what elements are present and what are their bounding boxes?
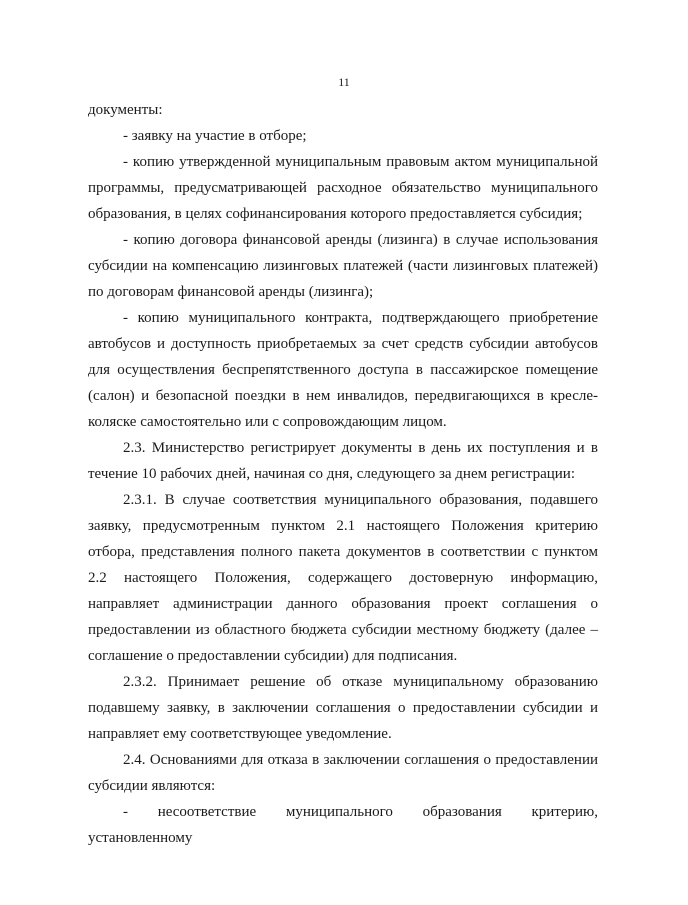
paragraph-leasing-contract: - копию договора финансовой аренды (лизинга) в случае использования субсидии на компенсацию лизинговых платежей (части лизинговых платежей) по договорам финансовой аренды (лизинга); (88, 232, 598, 300)
paragraph-2-3-1: 2.3.1. В случае соответствия муниципального образования, подавшего заявку, предусмотренным пунктом 2.1 настоящего Положения критерию отбора, представления полного пакета документов в соответствии с пунктом 2.2 настоящего Положения, содержащего достоверную информацию, направляет администрации данного образования проект соглашения о предоставлении из областного бюджета субсидии местному бюджету (далее – соглашение о предоставлении субсидии) для подписания. (88, 492, 598, 664)
paragraph-application: - заявку на участие в отборе; (123, 128, 307, 144)
document-body (88, 97, 598, 846)
paragraph-2-3-2: 2.3.2. Принимает решение об отказе муниципальному образованию подавшему заявку, в заключении соглашения о предоставлении субсидии и направляет ему соответствующее уведомление. (88, 674, 598, 742)
paragraph-municipal-program: - копию утвержденной муниципальным правовым актом муниципальной программы, предусматривающей расходное обязательство муниципального образования, в целях софинансирования которого предоставляется субсидия; (88, 154, 598, 222)
paragraph-2-4: 2.4. Основаниями для отказа в заключении соглашения о предоставлении субсидии являются: (88, 752, 598, 794)
paragraph-municipal-contract: - копию муниципального контракта, подтверждающего приобретение автобусов и доступность приобретаемых за счет средств субсидии автобусов для осуществления беспрепятственного доступа в пассажирское помещение (салон) и безопасной поездки в нем инвалидов, передвигающихся в кресле-коляске самостоятельно или с сопровождающим лицом. (88, 310, 598, 430)
paragraph-2-3: 2.3. Министерство регистрирует документы в день их поступления и в течение 10 рабочих дней, начиная со дня, следующего за днем регистрации: (88, 440, 598, 482)
paragraph-documents-continuation: документы: (88, 102, 163, 118)
page-number: 11 (338, 75, 350, 89)
paragraph-criterion-mismatch: - несоответствие муниципального образования критерию, установленному (88, 804, 598, 846)
